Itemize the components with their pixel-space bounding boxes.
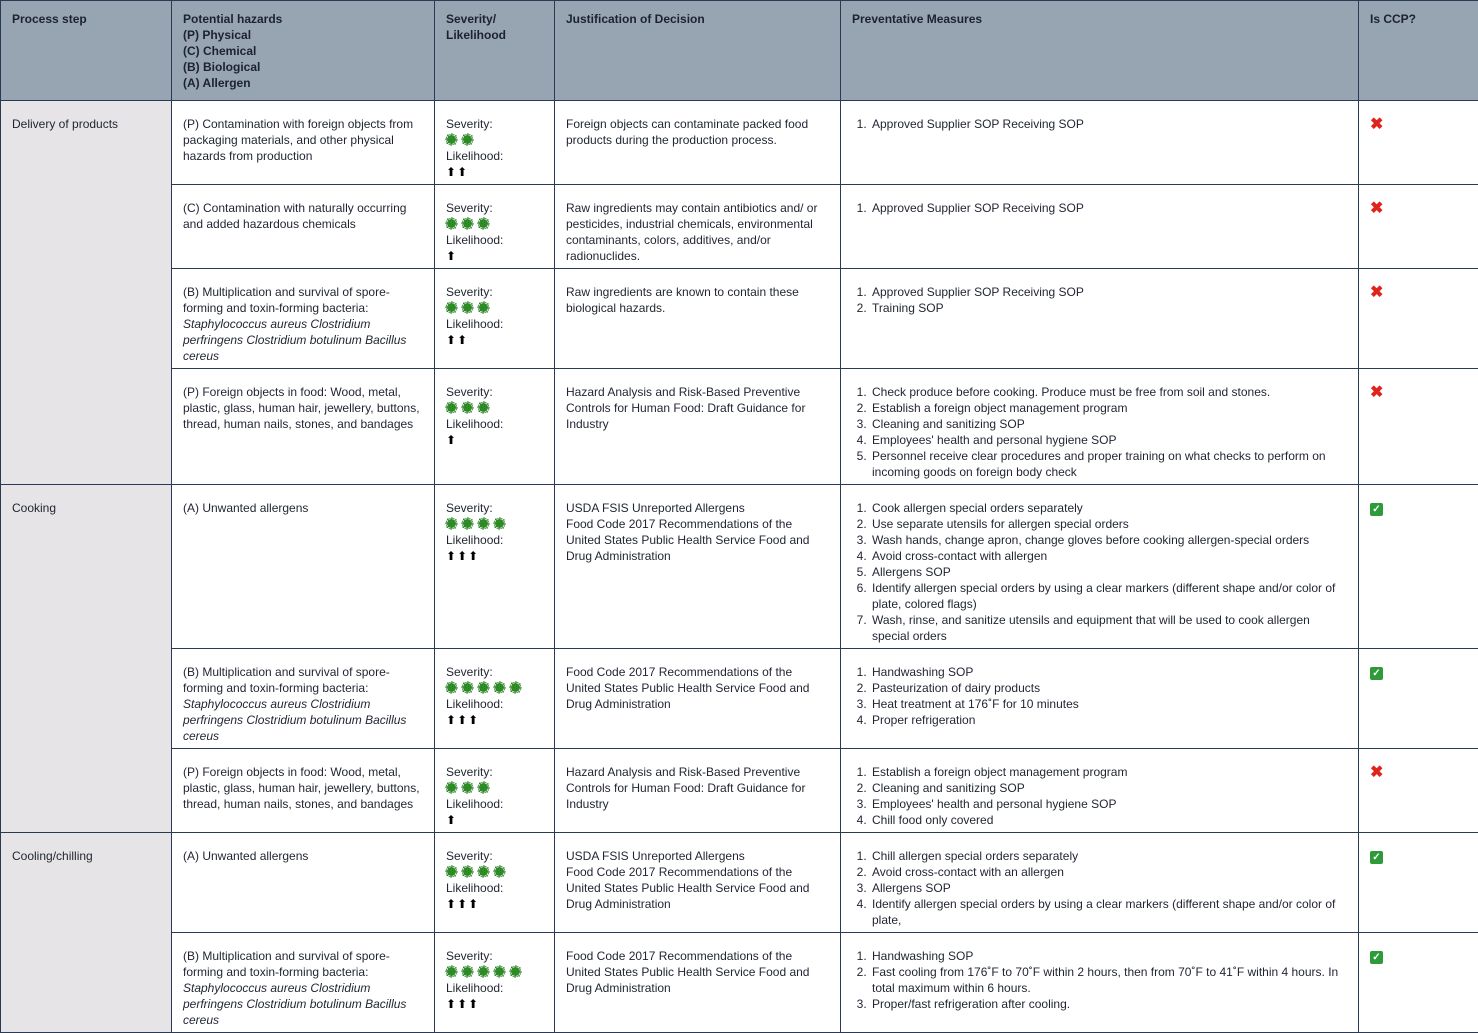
likelihood-label: Likelihood: — [446, 980, 544, 996]
virus-icon — [447, 219, 456, 228]
process-step-cell — [1, 101, 172, 485]
hazard-cell — [172, 269, 435, 369]
green-check-icon: ✓ — [1370, 851, 1383, 864]
hazard-text: (P) Foreign objects in food: Wood, metal, plastic, glass, human hair, jewellery, buttons, thread, human nails, stones, and bandages — [183, 385, 420, 431]
justification-cell — [555, 833, 841, 933]
severity-likelihood-cell — [435, 269, 555, 369]
measures-list — [852, 284, 1348, 316]
up-arrow-icon: ⬆ — [446, 332, 456, 348]
measure-item: 3. Wash hands, change apron, change gloves before cooking allergen-special orders — [870, 532, 1348, 548]
hazard-organisms: Staphylococcus aureus Clostridium perfringens Clostridium botulinum Bacillus cereus — [183, 697, 406, 743]
virus-icon — [479, 403, 488, 412]
virus-icon — [447, 683, 456, 692]
preventative-measures-cell — [841, 101, 1359, 185]
table-row — [1, 649, 1478, 749]
virus-icon — [463, 219, 472, 228]
measure-item: 6. Identify allergen special orders by using a clear markers (different shape and/or color of plate, colored flags) — [870, 580, 1348, 612]
measures-list — [852, 764, 1348, 828]
ccp-cell — [1359, 369, 1478, 485]
hazard-cell — [172, 833, 435, 933]
severity-likelihood-cell — [435, 933, 555, 1033]
ccp-cell — [1359, 101, 1478, 185]
virus-icon — [463, 403, 472, 412]
hazard-text: (P) Contamination with foreign objects from packaging materials, and other physical hazards from production — [183, 117, 413, 163]
severity-rating — [446, 216, 544, 232]
virus-icon — [479, 683, 488, 692]
severity-label: Severity: — [446, 948, 544, 964]
preventative-measures-cell — [841, 485, 1359, 649]
red-x-icon: ✖ — [1370, 386, 1383, 399]
measure-item: 4. Identify allergen special orders by using a clear markers (different shape and/or color of plate, — [870, 896, 1348, 928]
up-arrow-icon: ⬆ — [457, 996, 467, 1012]
header-row — [1, 1, 1478, 101]
measure-item: 1. Handwashing SOP — [870, 948, 1348, 964]
hazard-cell — [172, 185, 435, 269]
red-x-icon: ✖ — [1370, 766, 1383, 779]
up-arrow-icon: ⬆ — [446, 996, 456, 1012]
severity-rating — [446, 864, 544, 880]
severity-likelihood-cell — [435, 649, 555, 749]
hazard-cell — [172, 649, 435, 749]
preventative-measures-cell — [841, 369, 1359, 485]
up-arrow-icon: ⬆ — [457, 712, 467, 728]
likelihood-rating — [446, 548, 544, 564]
justification-text: Raw ingredients may contain antibiotics and/ or pesticides, industrial chemicals, environmental contaminants, colors, additives, and/or radionuclides. — [566, 201, 821, 263]
measure-item: 1. Handwashing SOP — [870, 664, 1348, 680]
ccp-cell — [1359, 269, 1478, 369]
virus-icon — [447, 783, 456, 792]
measures-list — [852, 948, 1348, 1012]
likelihood-rating — [446, 812, 544, 828]
likelihood-label: Likelihood: — [446, 696, 544, 712]
measure-item: 2. Avoid cross-contact with an allergen — [870, 864, 1348, 880]
justification-cell — [555, 749, 841, 833]
measure-item: 4. Proper refrigeration — [870, 712, 1348, 728]
table-row — [1, 833, 1478, 933]
measure-item: 1. Approved Supplier SOP Receiving SOP — [870, 200, 1348, 216]
virus-icon — [463, 867, 472, 876]
justification-cell — [555, 369, 841, 485]
likelihood-label: Likelihood: — [446, 532, 544, 548]
severity-likelihood-cell — [435, 485, 555, 649]
justification-text: USDA FSIS Unreported Allergens Food Code 2017 Recommendations of the United States Public Health Service Food and Drug Administration — [566, 501, 813, 563]
table-row — [1, 485, 1478, 649]
hazard-text: (C) Contamination with naturally occurring and added hazardous chemicals — [183, 201, 406, 231]
measures-list — [852, 848, 1348, 928]
hazard-text: (P) Foreign objects in food: Wood, metal, plastic, glass, human hair, jewellery, buttons, thread, human nails, stones, and bandages — [183, 765, 420, 811]
likelihood-rating — [446, 996, 544, 1012]
up-arrow-icon: ⬆ — [446, 548, 456, 564]
up-arrow-icon: ⬆ — [468, 996, 478, 1012]
hazard-text: (B) Multiplication and survival of spore-forming and toxin-forming bacteria: — [183, 665, 390, 695]
justification-text: Hazard Analysis and Risk-Based Preventive Controls for Human Food: Draft Guidance for Industry — [566, 385, 809, 431]
process-step-label: Cooling/chilling — [12, 849, 93, 863]
virus-icon — [495, 683, 504, 692]
likelihood-rating — [446, 432, 544, 448]
hazard-cell — [172, 749, 435, 833]
hazard-organisms: Staphylococcus aureus Clostridium perfringens Clostridium botulinum Bacillus cereus — [183, 317, 406, 363]
table-row — [1, 933, 1478, 1033]
process-step-label: Delivery of products — [12, 117, 118, 131]
green-check-icon: ✓ — [1370, 667, 1383, 680]
virus-icon — [463, 783, 472, 792]
virus-icon — [495, 967, 504, 976]
measures-list — [852, 664, 1348, 728]
virus-icon — [495, 867, 504, 876]
hazard-cell — [172, 369, 435, 485]
severity-label: Severity: — [446, 284, 544, 300]
virus-icon — [447, 403, 456, 412]
header-severity-likelihood: Severity/ Likelihood — [435, 1, 555, 101]
measure-item: 5. Allergens SOP — [870, 564, 1348, 580]
virus-icon — [511, 683, 520, 692]
green-check-icon: ✓ — [1370, 503, 1383, 516]
measure-item: 5. Personnel receive clear procedures and proper training on what checks to perform on incoming goods on foreign body check — [870, 448, 1348, 480]
up-arrow-icon: ⬆ — [457, 332, 467, 348]
justification-text: Foreign objects can contaminate packed food products during the production process. — [566, 117, 812, 147]
ccp-cell — [1359, 649, 1478, 749]
measure-item: 1. Approved Supplier SOP Receiving SOP — [870, 284, 1348, 300]
severity-label: Severity: — [446, 384, 544, 400]
measure-item: 3. Proper/fast refrigeration after cooling. — [870, 996, 1348, 1012]
hazard-cell — [172, 485, 435, 649]
process-step-label: Cooking — [12, 501, 56, 515]
justification-cell — [555, 101, 841, 185]
hazard-organisms: Staphylococcus aureus Clostridium perfringens Clostridium botulinum Bacillus cereus — [183, 981, 406, 1027]
up-arrow-icon: ⬆ — [457, 164, 467, 180]
severity-likelihood-cell — [435, 369, 555, 485]
likelihood-label: Likelihood: — [446, 416, 544, 432]
header-justification: Justification of Decision — [555, 1, 841, 101]
virus-icon — [479, 783, 488, 792]
preventative-measures-cell — [841, 185, 1359, 269]
measure-item: 1. Establish a foreign object management program — [870, 764, 1348, 780]
header-preventative-measures: Preventative Measures — [841, 1, 1359, 101]
up-arrow-icon: ⬆ — [446, 164, 456, 180]
justification-text: Food Code 2017 Recommendations of the United States Public Health Service Food and Drug Administration — [566, 665, 813, 711]
severity-rating — [446, 780, 544, 796]
measure-item: 1. Check produce before cooking. Produce must be free from soil and stones. — [870, 384, 1348, 400]
hazard-text: (B) Multiplication and survival of spore-forming and toxin-forming bacteria: — [183, 949, 390, 979]
up-arrow-icon: ⬆ — [468, 548, 478, 564]
measure-item: 1. Cook allergen special orders separately — [870, 500, 1348, 516]
severity-rating — [446, 680, 544, 696]
measure-item: 2. Establish a foreign object management program — [870, 400, 1348, 416]
preventative-measures-cell — [841, 269, 1359, 369]
likelihood-label: Likelihood: — [446, 148, 544, 164]
justification-cell — [555, 185, 841, 269]
virus-icon — [447, 967, 456, 976]
up-arrow-icon: ⬆ — [446, 896, 456, 912]
measure-item: 3. Heat treatment at 176˚F for 10 minutes — [870, 696, 1348, 712]
virus-icon — [495, 519, 504, 528]
severity-rating — [446, 964, 544, 980]
severity-label: Severity: — [446, 500, 544, 516]
likelihood-rating — [446, 712, 544, 728]
up-arrow-icon: ⬆ — [446, 812, 456, 828]
virus-icon — [447, 519, 456, 528]
table-body — [1, 101, 1478, 1033]
measures-list — [852, 116, 1348, 132]
virus-icon — [511, 967, 520, 976]
measure-item: 1. Chill allergen special orders separately — [870, 848, 1348, 864]
likelihood-rating — [446, 248, 544, 264]
likelihood-label: Likelihood: — [446, 316, 544, 332]
process-step-cell — [1, 833, 172, 1033]
severity-likelihood-cell — [435, 833, 555, 933]
up-arrow-icon: ⬆ — [468, 712, 478, 728]
likelihood-rating — [446, 164, 544, 180]
hazard-text: (B) Multiplication and survival of spore-forming and toxin-forming bacteria: — [183, 285, 390, 315]
likelihood-rating — [446, 332, 544, 348]
preventative-measures-cell — [841, 749, 1359, 833]
ccp-cell — [1359, 185, 1478, 269]
up-arrow-icon: ⬆ — [457, 896, 467, 912]
virus-icon — [479, 967, 488, 976]
likelihood-rating — [446, 896, 544, 912]
red-x-icon: ✖ — [1370, 202, 1383, 215]
measure-item: 1. Approved Supplier SOP Receiving SOP — [870, 116, 1348, 132]
severity-likelihood-cell — [435, 185, 555, 269]
measure-item: 3. Allergens SOP — [870, 880, 1348, 896]
header-process-step: Process step — [1, 1, 172, 101]
virus-icon — [479, 219, 488, 228]
severity-label: Severity: — [446, 116, 544, 132]
preventative-measures-cell — [841, 833, 1359, 933]
justification-cell — [555, 649, 841, 749]
measure-item: 3. Employees' health and personal hygiene SOP — [870, 796, 1348, 812]
severity-rating — [446, 132, 544, 148]
measure-item: 2. Fast cooling from 176˚F to 70˚F within 2 hours, then from 70˚F to 41˚F within 4 hours. In total maximum within 6 hours. — [870, 964, 1348, 996]
justification-cell — [555, 485, 841, 649]
severity-rating — [446, 400, 544, 416]
measure-item: 2. Use separate utensils for allergen special orders — [870, 516, 1348, 532]
table-row — [1, 101, 1478, 185]
justification-text: USDA FSIS Unreported Allergens Food Code 2017 Recommendations of the United States Public Health Service Food and Drug Administration — [566, 849, 813, 911]
justification-cell — [555, 269, 841, 369]
virus-icon — [447, 867, 456, 876]
severity-label: Severity: — [446, 764, 544, 780]
red-x-icon: ✖ — [1370, 286, 1383, 299]
virus-icon — [463, 519, 472, 528]
process-step-cell — [1, 485, 172, 833]
table-row — [1, 749, 1478, 833]
up-arrow-icon: ⬆ — [446, 432, 456, 448]
table-row — [1, 269, 1478, 369]
up-arrow-icon: ⬆ — [446, 248, 456, 264]
justification-cell — [555, 933, 841, 1033]
measure-item: 4. Employees' health and personal hygiene SOP — [870, 432, 1348, 448]
hazard-cell — [172, 933, 435, 1033]
hazard-text: (A) Unwanted allergens — [183, 501, 308, 515]
severity-rating — [446, 300, 544, 316]
preventative-measures-cell — [841, 649, 1359, 749]
red-x-icon: ✖ — [1370, 118, 1383, 131]
virus-icon — [479, 519, 488, 528]
measures-list — [852, 384, 1348, 480]
likelihood-label: Likelihood: — [446, 796, 544, 812]
measure-item: 2. Training SOP — [870, 300, 1348, 316]
severity-likelihood-cell — [435, 101, 555, 185]
ccp-cell — [1359, 933, 1478, 1033]
up-arrow-icon: ⬆ — [468, 896, 478, 912]
measures-list — [852, 200, 1348, 216]
ccp-cell — [1359, 749, 1478, 833]
measure-item: 4. Chill food only covered — [870, 812, 1348, 828]
hazard-text: (A) Unwanted allergens — [183, 849, 308, 863]
virus-icon — [479, 867, 488, 876]
measure-item: 2. Pasteurization of dairy products — [870, 680, 1348, 696]
justification-text: Raw ingredients are known to contain these biological hazards. — [566, 285, 802, 315]
measure-item: 4. Avoid cross-contact with allergen — [870, 548, 1348, 564]
virus-icon — [447, 303, 456, 312]
header-potential-hazards: Potential hazards (P) Physical (C) Chemical (B) Biological (A) Allergen — [172, 1, 435, 101]
measure-item: 7. Wash, rinse, and sanitize utensils and equipment that will be used to cook allergen special orders — [870, 612, 1348, 644]
preventative-measures-cell — [841, 933, 1359, 1033]
table-row — [1, 369, 1478, 485]
up-arrow-icon: ⬆ — [457, 548, 467, 564]
hazard-cell — [172, 101, 435, 185]
ccp-cell — [1359, 833, 1478, 933]
virus-icon — [479, 303, 488, 312]
likelihood-label: Likelihood: — [446, 232, 544, 248]
severity-label: Severity: — [446, 200, 544, 216]
measure-item: 2. Cleaning and sanitizing SOP — [870, 780, 1348, 796]
virus-icon — [463, 135, 472, 144]
justification-text: Food Code 2017 Recommendations of the United States Public Health Service Food and Drug Administration — [566, 949, 813, 995]
ccp-cell — [1359, 485, 1478, 649]
severity-likelihood-cell — [435, 749, 555, 833]
virus-icon — [447, 135, 456, 144]
virus-icon — [463, 683, 472, 692]
measures-list — [852, 500, 1348, 644]
virus-icon — [463, 303, 472, 312]
severity-label: Severity: — [446, 848, 544, 864]
justification-text: Hazard Analysis and Risk-Based Preventive Controls for Human Food: Draft Guidance for Industry — [566, 765, 809, 811]
virus-icon — [463, 967, 472, 976]
up-arrow-icon: ⬆ — [446, 712, 456, 728]
green-check-icon: ✓ — [1370, 951, 1383, 964]
severity-label: Severity: — [446, 664, 544, 680]
severity-rating — [446, 516, 544, 532]
measure-item: 3. Cleaning and sanitizing SOP — [870, 416, 1348, 432]
likelihood-label: Likelihood: — [446, 880, 544, 896]
table-row — [1, 185, 1478, 269]
header-is-ccp: Is CCP? — [1359, 1, 1478, 101]
